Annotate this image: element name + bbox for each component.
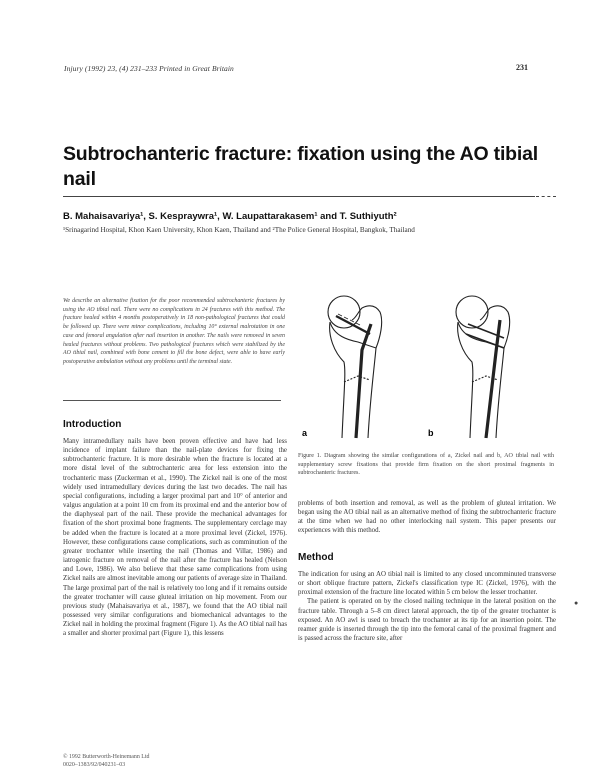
figure-label-a: a xyxy=(302,428,308,438)
abstract xyxy=(63,297,285,367)
title-rule-dash xyxy=(536,196,556,197)
femur-b xyxy=(456,296,510,438)
method-paragraph-2: The patient is operated on by the closed nailing technique in the lateral position on the fracture table. Through a 5–8 cm direct lateral approach, the tip of the greater trochanter is exposed. An AO awl is used to breach the trochanter at its tip for an insertion point. The reamer guide is inserted through the tip into the femoral canal of the proximal fragment and is passed across the fracture site, after xyxy=(298,598,556,643)
right-column-continuation xyxy=(298,499,556,536)
copyright-line: © 1992 Butterworth-Heinemann Ltd xyxy=(63,754,150,760)
copyright-footer xyxy=(63,754,263,769)
femoral-head-a xyxy=(328,296,360,328)
article-title: Subtrochanteric fracture: fixation using the AO tibial nail xyxy=(63,143,538,190)
method-heading: Method xyxy=(298,552,334,563)
issn-line: 0020–1383/92/040231–03 xyxy=(63,761,126,768)
figure-caption xyxy=(298,452,554,478)
introduction-paragraph: Many intramedullary nails have been proven effective and have had less incidence of implant failure than the nail-plate devices for fixing the subtrochanteric fracture. It is more desirable when the fracture is located at a more distal level of the subtrochanteric area for less extension into the trochanteric mass (Zuckerman et al., 1990). The Zickel nail is one of the most widely used intramedullary devices during the last two decades. The nail has special configurations, including a larger proximal part and 10° of anterior and valgus angulation at a point 10 cm from its proximal end and the anterior bow of the diaphyseal part of the nail. These provide the mechanical advantages for fixation of the short proximal bone fragments. The supplementary cerclage may be added when the fracture is located at a more proximal level (Zickel, 1976). However, these configurations cause complications, such as comminution of the greater trochanter while inserting the nail (Thomas and Villar, 1986) and iatrogenic fracture on removal of the nail after the fracture has healed (Nelson and Lowe, 1986). We also believe that these same complications from using Zickel nails are almost inevitable among our patients of average size in Thailand. The large proximal part of the nail is relatively too long and if it remains outside the greater trochanter will cause gluteal irritation on hip movement. From our previous study (Mahaisavariya et al., 1987), we found that the AO tibial nail possessed very similar configurations and biomechanical advantages to the Zickel nail in holding the proximal fragment (Figure 1). As the AO tibial nail has a smaller and shorter proximal part (Figure 1), this lessens xyxy=(63,438,287,638)
page-number: 231 xyxy=(516,63,528,72)
fracture-line-a xyxy=(344,376,370,382)
figure-label-b: b xyxy=(428,428,434,438)
lateral-cortex-b xyxy=(496,348,504,438)
continuation-paragraph: problems of both insertion and removal, as well as the problem of gluteal irritation. We began using the AO tibial nail as an alternative method of fixing the subtrochanteric fracture at the time when we had no other interlocking nail system. This paper presents our experiences with this method. xyxy=(298,500,556,535)
author-list: B. Mahaisavariya¹, S. Kespraywra¹, W. Laupattarakasem¹ and T. Suthiyuth² xyxy=(63,211,397,222)
medial-cortex-a xyxy=(330,322,345,438)
introduction-heading: Introduction xyxy=(63,419,122,430)
lateral-cortex-a xyxy=(368,348,376,438)
method-paragraph-1: The indication for using an AO tibial nail is limited to any closed uncomminuted transverse or short oblique fracture pattern, Zickel's classification type IC (Zickel, 1976), with the proximal extension of the fracture line located within 5 cm below the lesser trochanter. xyxy=(298,571,556,597)
ao-tibial-nail-b xyxy=(486,320,500,438)
figure-caption-text: Figure 1. Diagram showing the similar configurations of a, Zickel nail and b, AO tibial nail with supplementary screw fixations that provide firm fixation on the short proximal fragments in subtrochanteric fractures. xyxy=(298,453,554,477)
figure-1 xyxy=(300,290,558,440)
author-affiliations: ¹Srinagarind Hospital, Khon Kaen University, Khon Kaen, Thailand and ²The Police General Hospital, Bangkok, Thailand xyxy=(63,226,415,234)
introduction-body xyxy=(63,437,287,638)
journal-citation: Injury (1992) 23, (4) 231–233 Printed in Great Britain xyxy=(64,64,234,73)
medial-cortex-b xyxy=(458,322,473,438)
method-body xyxy=(298,570,556,643)
margin-mark: ● xyxy=(574,599,579,607)
femoral-head-b xyxy=(456,296,488,328)
femur-nail-diagram xyxy=(300,290,558,440)
abstract-rule-dash xyxy=(245,400,281,401)
title-rule xyxy=(63,196,535,197)
femur-a xyxy=(328,296,382,438)
abstract-text: We describe an alternative fixation for the poor recommended subtrochanteric fractures by using the AO tibial nail. There were no complications in 24 fractures with this method. The fracture healed within 4 months postoperatively in 18 non-pathological fractures that could be followed up. There were minor complications, including 10° external malrotation in one case and femoral angulation after nail insertion in another. The nails were removed in seven healed fractures without problems. Two pathological fractures which were stabilized by the AO tibial nail, combined with bone cement to fill the bone defect, were able to have early postoperative ambulation without any problems until the terminal state. xyxy=(63,298,285,365)
